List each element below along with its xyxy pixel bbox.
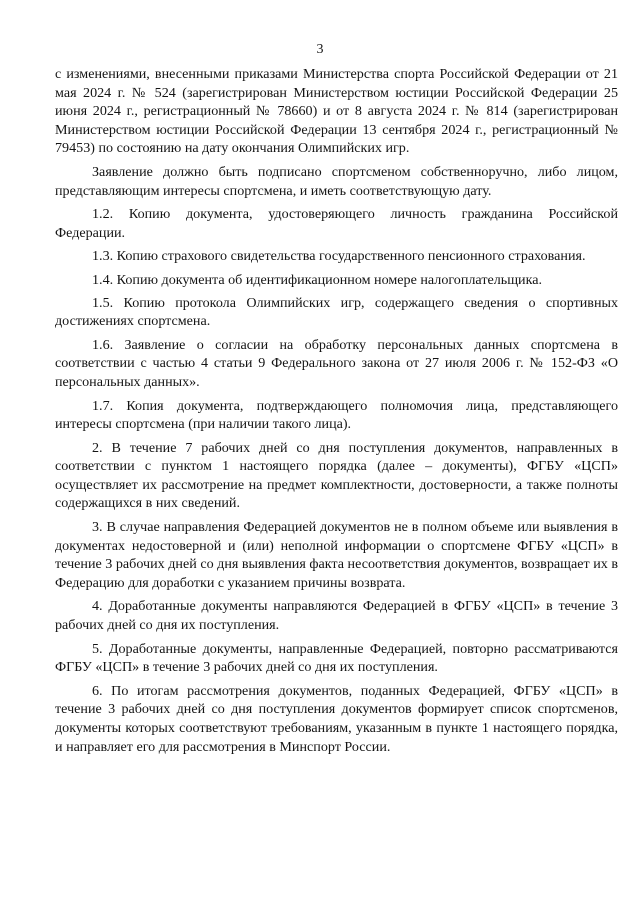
paragraph-2: 2. В течение 7 рабочих дней со дня поступления документов, направленных в соответствии с пунктом 1 настоящего порядка (далее – документы), ФГБУ «ЦСП» осуществляет их рассмотрение на предмет комплектности, достоверности, а также полноты содержащихся в них сведений. [55,439,618,512]
paragraph-signature-note: Заявление должно быть подписано спортсменом собственноручно, либо лицом, представляющим интересы спортсмена, и иметь соответствующую дату. [55,163,618,199]
paragraph-1-7: 1.7. Копия документа, подтверждающего полномочия лица, представляющего интересы спортсмена (при наличии такого лица). [55,397,618,433]
paragraph-6: 6. По итогам рассмотрения документов, поданных Федерацией, ФГБУ «ЦСП» в течение 3 рабочих дней со дня поступления документов формирует список спортсменов, документы которых соответствуют требованиям, указанным в пункте 1 настоящего порядка, и направляет его для рассмотрения в Минспорт России. [55,682,618,755]
paragraph-1-2: 1.2. Копию документа, удостоверяющего личность гражданина Российской Федерации. [55,206,618,241]
paragraph-1-6: 1.6. Заявление о согласии на обработку персональных данных спортсмена в соответствии с частью 4 статьи 9 Федерального закона от 27 июля 2006 г. № 152-ФЗ «О персональных данных». [55,336,618,390]
paragraph-1-5: 1.5. Копию протокола Олимпийских игр, содержащего сведения о спортивных достижениях спортсмена. [55,294,618,330]
document-body [55,65,618,761]
paragraph-3: 3. В случае направления Федерацией документов не в полном объеме или выявления в документах недостоверной и (или) неполной информации о спортсмене ФГБУ «ЦСП» в течение 3 рабочих дней со дня выявления факта несоответствия документов, возвращает их в Федерацию для доработки с указанием причины возврата. [55,519,618,591]
paragraph-1-3: 1.3. Копию страхового свидетельства государственного пенсионного страхования. [92,248,586,265]
page-number: 3 [316,42,324,57]
paragraph-4: 4. Доработанные документы направляются Федерацией в ФГБУ «ЦСП» в течение 3 рабочих дней со дня их поступления. [55,598,618,634]
paragraph-continuation: с изменениями, внесенными приказами Министерства спорта Российской Федерации от 21 мая 2024 г. № 524 (зарегистрирован Министерством юстиции Российской Федерации 25 июня 2024 г., регистрационный № 78660) и от 8 августа 2024 г. № 814 (зарегистрирован Министерством юстиции Российской Федерации 13 сентября 2024 г., регистрационный № 79453) по состоянию на дату окончания Олимпийских игр. [55,66,618,157]
paragraph-1-4: 1.4. Копию документа об идентификационном номере налогоплательщика. [92,271,543,288]
paragraph-5: 5. Доработанные документы, направленные Федерацией, повторно рассматриваются ФГБУ «ЦСП» в течение 3 рабочих дней со дня их поступления. [55,640,618,676]
